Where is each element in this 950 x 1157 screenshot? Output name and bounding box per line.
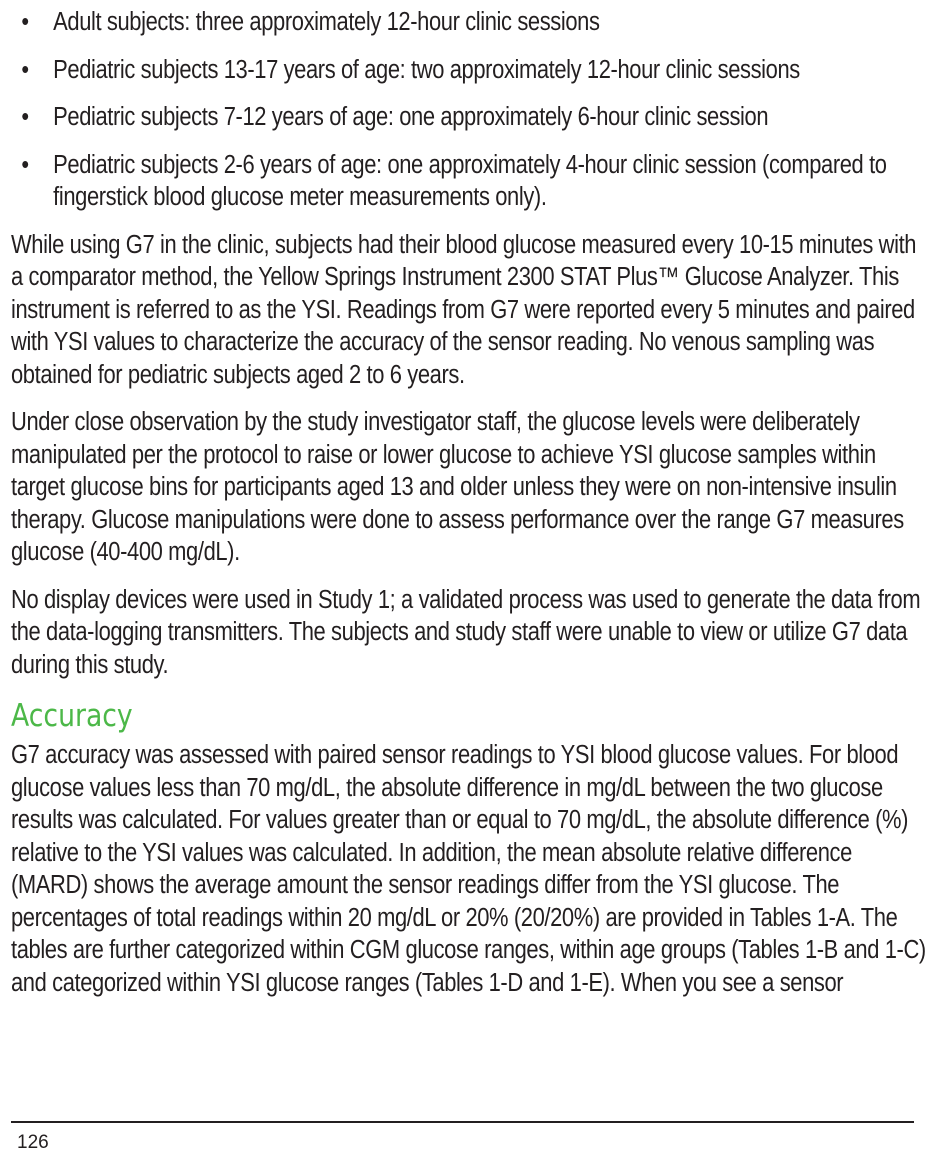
- list-item: [11, 101, 931, 134]
- page-content: [11, 6, 926, 1014]
- list-item-text: Pediatric subjects 13-17 years of age: two approximately 12-hour clinic sessions: [53, 55, 800, 84]
- footer-divider: [11, 1121, 914, 1123]
- clinic-session-list: [11, 6, 931, 214]
- paragraph-accuracy: G7 accuracy was assessed with paired sensor readings to YSI blood glucose values. For blood glucose values less than 70 mg/dL, the absolute difference in mg/dL between the two glucose results was calculated. For values greater than or equal to 70 mg/dL, the absolute difference (%) relative to the YSI values was calculated. In addition, the mean absolute relative difference (MARD) shows the average amount the sensor readings differ from the YSI glucose. The percentages of total readings within 20 mg/dL or 20% (20/20%) are provided in Tables 1-A. The tables are further categorized within CGM glucose ranges, within age groups (Tables 1-B and 1-C) and categorized within YSI glucose ranges (Tables 1-D and 1-E). When you see a sensor: [11, 741, 926, 997]
- list-item-text: Adult subjects: three approximately 12-hour clinic sessions: [53, 8, 600, 36]
- list-item-text: Pediatric subjects 7-12 years of age: one approximately 6-hour clinic session: [53, 103, 769, 131]
- paragraph-display-devices: No display devices were used in Study 1; a validated process was used to generate the data from the data-logging transmitters. The subjects and study staff were unable to view or utilize G7 data during this study.: [11, 585, 921, 679]
- paragraph-glucose-manipulation: Under close observation by the study investigator staff, the glucose levels were deliberately manipulated per the protocol to raise or lower glucose to achieve YSI glucose samples within target glucose bins for participants aged 13 and older unless they were on non-intensive insulin therapy. Glucose manipulations were done to assess performance over the range G7 measures glucose (40-400 mg/dL).: [11, 408, 904, 566]
- page-number: 126: [17, 1132, 49, 1153]
- bullet-icon: •: [21, 150, 29, 179]
- list-item-text: Pediatric subjects 2-6 years of age: one approximately 4-hour clinic session (compared to fingerstick blood glucose meter measurements only).: [53, 150, 887, 211]
- paragraph-clinic-measurement: While using G7 in the clinic, subjects had their blood glucose measured every 10-15 minutes with a comparator method, the Yellow Springs Instrument 2300 STAT Plus™ Glucose Analyzer. This instrument is referred to as the YSI. Readings from G7 were reported every 5 minutes and paired with YSI values to characterize the accuracy of the sensor reading. No venous sampling was obtained for pediatric subjects aged 2 to 6 years.: [11, 230, 917, 389]
- bullet-icon: •: [21, 55, 29, 84]
- list-item: [11, 149, 931, 214]
- section-heading-accuracy: Accuracy: [11, 698, 133, 734]
- bullet-icon: •: [21, 8, 29, 36]
- list-item: [11, 54, 931, 87]
- list-item: [11, 6, 931, 39]
- bullet-icon: •: [21, 103, 29, 131]
